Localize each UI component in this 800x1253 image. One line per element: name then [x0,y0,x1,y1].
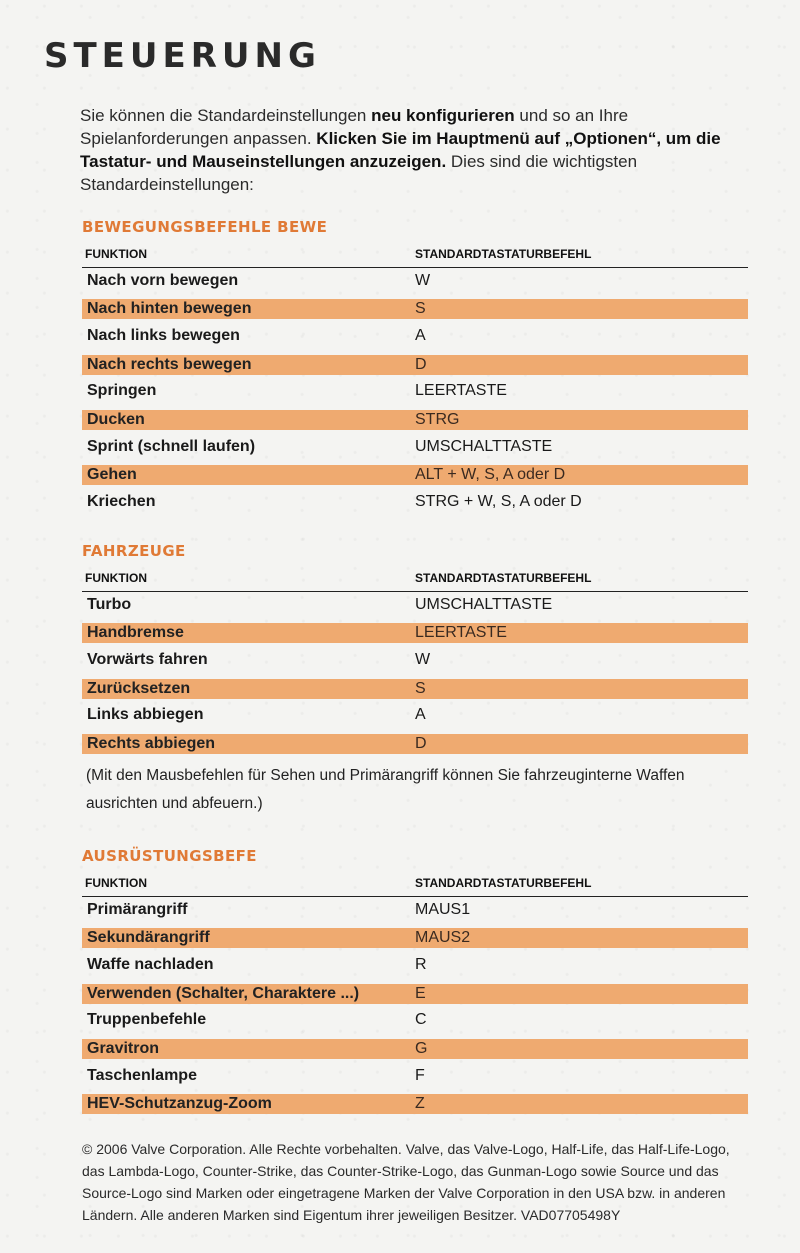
table-row [82,702,748,730]
table-row [82,928,748,948]
key-binding: LEERTASTE [415,624,507,642]
section-title-equipment: AUSRÜSTUNGSBEFE [82,847,257,865]
key-binding: W [415,651,431,669]
table-row [82,1007,748,1035]
function-label: Taschenlampe [87,1066,197,1084]
intro-text-1: Sie können die Standardeinstellungen [80,106,372,125]
key-binding: LEERTASTE [415,382,507,400]
table-row [82,323,748,351]
key-binding: A [415,327,426,345]
function-label: HEV-Schutzanzug-Zoom [87,1094,272,1112]
key-binding: MAUS1 [415,901,471,918]
function-label: Nach hinten bewegen [87,300,252,318]
function-label: Zurücksetzen [87,679,191,697]
function-label: Nach links bewegen [87,327,240,345]
function-label: Verwenden (Schalter, Charaktere ...) [87,984,360,1002]
key-binding: D [415,734,427,752]
vehicles-note: (Mit den Mausbefehlen für Sehen und Primärangriff können Sie fahrzeuginterne Waffen ausrichten und abfeuern.) [86,767,685,812]
table-row [82,679,748,699]
key-binding: STRG [415,410,460,428]
table-row [82,465,748,485]
key-binding: UMSCHALTTASTE [415,596,553,613]
column-header-key: STANDARDTASTATURBEFEHL [415,876,592,890]
column-header-vehicles [82,571,748,592]
intro-text-2: und so an Ihre Spielanforderungen anpassen. [80,106,629,148]
function-label: Handbremse [87,624,184,642]
table-vehicles [82,592,748,758]
table-row [82,647,748,675]
table-row [82,1039,748,1059]
function-label: Waffe nachladen [87,956,214,974]
table-row [82,984,748,1004]
column-header-key: STANDARDTASTATURBEFEHL [415,571,592,585]
function-label: Kriechen [87,492,156,510]
section-title-movement: BEWEGUNGSBEFEHLE BEWE [82,218,328,236]
key-binding: STRG + W, S, A oder D [415,492,582,510]
table-row [82,268,748,296]
section-title-vehicles: FAHRZEUGE [82,542,186,560]
table-row [82,355,748,375]
column-header-equipment [82,876,748,897]
key-binding: S [415,679,426,697]
column-header-function: FUNKTION [85,571,147,585]
column-header-movement [82,247,748,268]
column-header-key: STANDARDTASTATURBEFEHL [415,247,592,261]
function-label: Gravitron [87,1039,160,1057]
key-binding: MAUS2 [415,929,471,947]
key-binding: D [415,355,427,373]
function-label: Vorwärts fahren [87,651,208,669]
table-row [82,489,748,517]
function-label: Sekundärangriff [87,929,210,947]
key-binding: F [415,1066,425,1084]
column-header-function: FUNKTION [85,876,147,890]
intro-text-3: Dies sind die wichtigsten Standardeinstellungen: [80,152,638,194]
table-row [82,592,748,620]
intro-paragraph [80,104,730,196]
key-binding: UMSCHALTTASTE [415,437,553,455]
table-movement [82,268,748,516]
key-binding: G [415,1039,428,1057]
function-label: Links abbiegen [87,706,204,724]
table-row [82,434,748,462]
table-row [82,378,748,406]
key-binding: A [415,706,426,724]
table-row [82,623,748,643]
function-label: Sprint (schnell laufen) [87,437,256,455]
function-label: Ducken [87,410,145,428]
table-row [82,410,748,430]
table-row [82,1094,748,1114]
table-row [82,952,748,980]
page-title: STEUERUNG [44,36,321,76]
table-row [82,1063,748,1091]
function-label: Truppenbefehle [87,1011,207,1029]
table-equipment [82,897,748,1118]
intro-bold-1: neu konfigurieren [371,106,515,125]
function-label: Turbo [87,596,132,613]
key-binding: S [415,300,426,318]
function-label: Rechts abbiegen [87,734,216,752]
key-binding: W [415,272,431,289]
function-label: Nach rechts bewegen [87,355,252,373]
intro-bold-2: Klicken Sie im Hauptmenü auf „Optionen“, um die Tastatur- und Mauseinstellungen anzuzeigen. [80,129,721,171]
table-row [82,897,748,925]
key-binding: Z [415,1094,425,1112]
table-row [82,734,748,754]
key-binding: ALT + W, S, A oder D [415,465,566,483]
copyright-footer: © 2006 Valve Corporation. Alle Rechte vorbehalten. Valve, das Valve-Logo, Half-Life, das Half-Life-Logo, das Lambda-Logo, Counter-Strike, das Counter-Strike-Logo, das Gunman-Logo sowie Source und das Source-Logo sind Marken oder eingetragene Marken der Valve Corporation in den USA bzw. in anderen Ländern. Alle anderen Marken sind Eigentum ihrer jeweiligen Besitzer. VAD07705498Y [82,1141,730,1223]
function-label: Nach vorn bewegen [87,272,239,289]
function-label: Primärangriff [87,901,188,918]
key-binding: R [415,956,427,974]
key-binding: C [415,1011,427,1029]
key-binding: E [415,984,426,1002]
function-label: Gehen [87,465,137,483]
table-row [82,299,748,319]
function-label: Springen [87,382,157,400]
column-header-function: FUNKTION [85,247,147,261]
